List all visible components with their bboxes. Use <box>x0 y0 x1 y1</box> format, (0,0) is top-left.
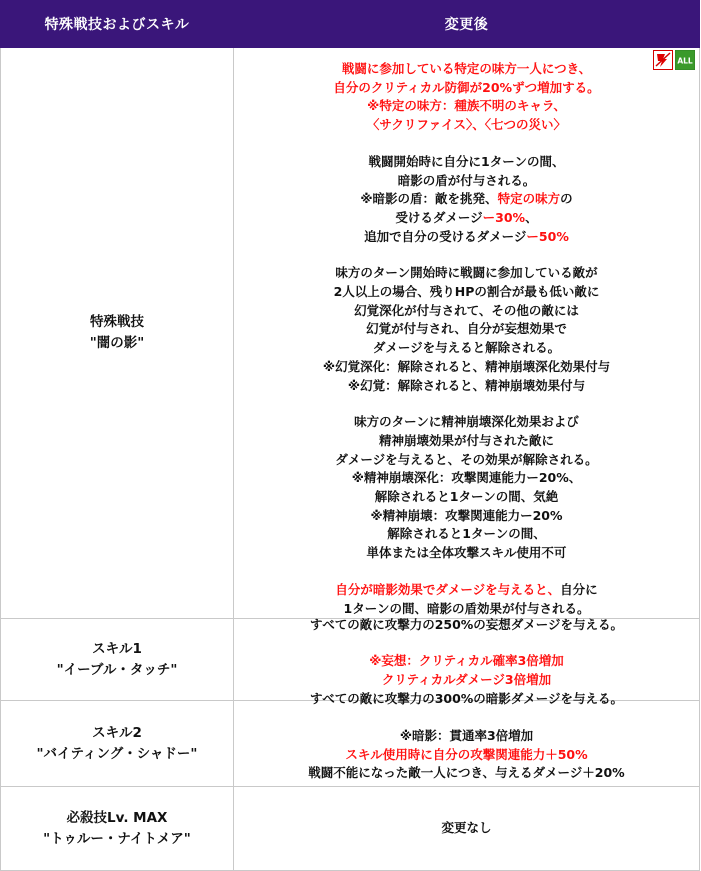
all-target-icon <box>675 50 695 70</box>
table-row <box>1 787 700 871</box>
description-line <box>234 451 699 470</box>
text-segment: 幻覚深化が付与されて、その他の敵には <box>354 302 579 318</box>
text-segment: 追加で自分の受けるダメージ <box>364 228 527 244</box>
skill-description-cell <box>234 691 700 787</box>
text-segment: 受けるダメージ <box>395 209 483 225</box>
highlighted-text: クリティカルダメージ3倍増加 <box>381 672 552 688</box>
description-line <box>234 507 699 526</box>
text-segment: 暗影の盾が付与される。 <box>397 172 536 188</box>
text-segment: 単体または全体攻撃スキル使用不可 <box>366 545 567 561</box>
text-segment: ※幻覚：解除されると、精神崩壊効果付与 <box>347 377 586 393</box>
text-segment: 味方のターン開始時に戦闘に参加している敵が <box>335 265 598 281</box>
blank-line <box>234 563 699 581</box>
highlighted-text: ー50% <box>526 228 569 244</box>
table-body <box>1 48 700 871</box>
skill-title: "闇の影" <box>89 335 145 352</box>
description-line <box>234 190 699 209</box>
table-header-row <box>1 1 700 48</box>
description-line <box>234 413 699 432</box>
skill-title: "バイティング・シャドー" <box>36 745 198 762</box>
blank-line <box>234 395 699 413</box>
description-line <box>234 616 699 635</box>
description-line <box>234 116 699 135</box>
text-segment: ダメージを与えると、その効果が解除される。 <box>335 451 598 467</box>
table-row <box>1 701 700 787</box>
skill-name-cell <box>1 701 234 787</box>
description-line <box>234 339 699 358</box>
description-line <box>234 746 699 765</box>
skill-title: "トゥルー・ナイトメア" <box>43 830 191 847</box>
blank-line <box>234 246 699 264</box>
blank-line <box>234 634 699 652</box>
highlighted-text: ※妄想：クリティカル確率3倍増加 <box>369 653 564 669</box>
description-line <box>234 320 699 339</box>
highlighted-text: 自分が暗影効果でダメージを与えると、 <box>335 581 561 597</box>
highlighted-text: ※特定の味方：種族不明のキャラ、 <box>367 98 566 114</box>
text-segment: ※幻覚深化：解除されると、精神崩壊深化効果付与 <box>322 358 611 374</box>
header-skill-column: 特殊戦技およびスキル <box>1 1 234 48</box>
description-line <box>234 209 699 228</box>
description-line <box>234 302 699 321</box>
text-segment: 自分に <box>560 581 598 597</box>
text-segment: すべての敵に攻撃力の300%の暗影ダメージを与える。 <box>309 691 624 707</box>
description-line <box>234 153 699 172</box>
text-segment: 2人以上の場合、残りHPの割合が最も低い敵に <box>333 284 600 300</box>
blank-line <box>234 135 699 153</box>
table-row <box>1 48 700 619</box>
skill-description-cell <box>234 48 700 619</box>
description-line <box>234 469 699 488</box>
broken-shield-icon <box>653 50 673 70</box>
text-segment: 味方のターンに精神崩壊深化効果および <box>354 414 579 430</box>
highlighted-text: 自分のクリティカル防御が20%ずつ増加する。 <box>333 79 600 95</box>
description-line <box>234 283 699 302</box>
description-line <box>234 727 699 746</box>
skill-description-cell <box>234 616 700 701</box>
skill-name-cell <box>1 48 234 619</box>
description-line <box>234 671 699 690</box>
svg-text:ALL: ALL <box>677 56 693 66</box>
description-line <box>234 79 699 98</box>
skill-title: "イーブル・タッチ" <box>56 661 178 678</box>
skill-type: スキル2 <box>92 724 142 741</box>
skill-type: スキル1 <box>92 640 142 657</box>
text-segment: ※暗影の盾：敵を挑発、 <box>360 191 498 207</box>
description-line <box>234 525 699 544</box>
description-line <box>234 172 699 191</box>
badge-icons <box>653 50 695 70</box>
description-line <box>234 228 699 247</box>
highlighted-text: 特定の味方 <box>497 191 561 207</box>
description-line <box>234 652 699 671</box>
description-line <box>234 60 699 79</box>
description-line <box>234 764 699 783</box>
highlighted-text: ー30% <box>482 209 526 225</box>
text-segment: すべての敵に攻撃力の250%の妄想ダメージを与える。 <box>309 616 624 632</box>
text-segment: ダメージを与えると解除される。 <box>372 340 561 356</box>
skill-name-cell <box>1 787 234 871</box>
description-line <box>234 264 699 283</box>
description-line <box>234 819 699 838</box>
text-segment: の <box>560 191 573 207</box>
text-segment: 解除されると1ターンの間、 <box>387 526 546 542</box>
highlighted-text: 戦闘に参加している特定の味方一人につき、 <box>341 61 592 76</box>
text-segment: 1ターンの間、暗影の盾効果が付与される。 <box>343 600 590 616</box>
text-segment: 精神崩壊効果が付与された敵に <box>378 432 554 448</box>
text-segment: 変更なし <box>441 820 492 836</box>
text-segment: ※精神崩壊深化：攻撃関連能力ー20%、 <box>351 470 582 486</box>
description-line <box>234 358 699 377</box>
description-line <box>234 377 699 396</box>
description-line <box>234 544 699 563</box>
skill-type: 特殊戦技 <box>90 314 144 331</box>
text-segment: 、 <box>525 209 538 225</box>
text-segment: 戦闘不能になった敵一人につき、与えるダメージ＋20% <box>308 765 625 781</box>
skill-type: 必殺技Lv. MAX <box>66 809 168 826</box>
description-line <box>234 690 699 709</box>
text-segment: ※精神崩壊：攻撃関連能力ー20% <box>370 507 563 523</box>
description-line <box>234 432 699 451</box>
skill-name-cell <box>1 619 234 701</box>
table-row <box>1 619 700 701</box>
description-line <box>234 97 699 116</box>
text-segment: ※暗影：貫通率3倍増加 <box>399 728 534 744</box>
text-segment: 幻覚が付与され、自分が妄想効果で <box>366 321 567 337</box>
text-segment: 戦闘開始時に自分に1ターンの間、 <box>368 153 565 169</box>
header-after-change-column: 変更後 <box>234 1 700 48</box>
highlighted-text: スキル使用時に自分の攻撃関連能力＋50% <box>345 746 588 762</box>
text-segment: 解除されると1ターンの間、気絶 <box>374 489 559 505</box>
blank-line <box>234 709 699 727</box>
skill-description-cell <box>234 787 700 871</box>
description-line <box>234 488 699 507</box>
highlighted-text: 〈サクリファイス〉、〈七つの災い〉 <box>366 117 567 133</box>
description-line <box>234 581 699 600</box>
